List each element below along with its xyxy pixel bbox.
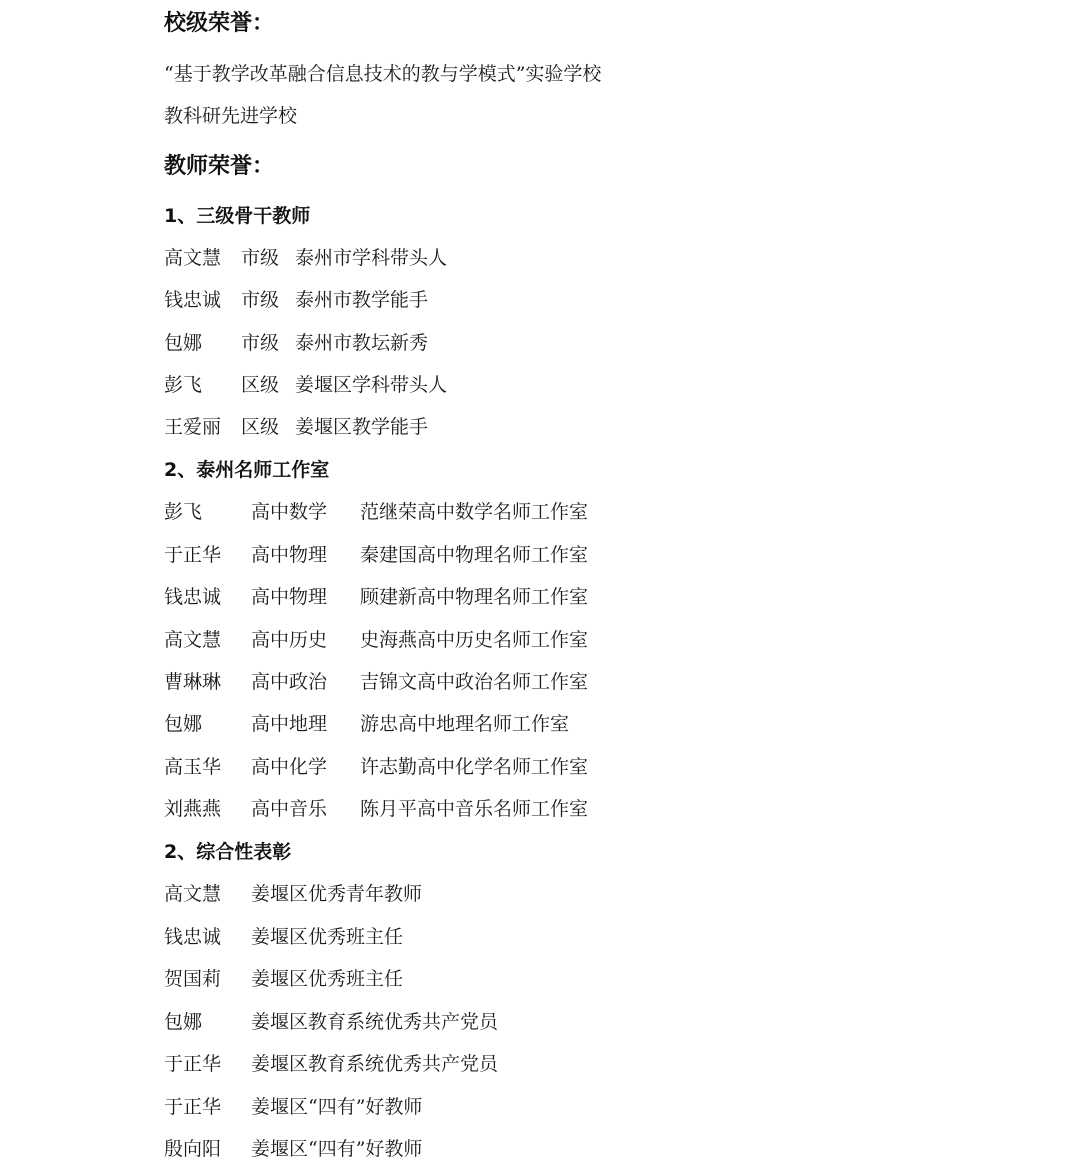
award-title: 姜堰区“四有”好教师: [251, 1138, 423, 1160]
table-row: [164, 669, 588, 695]
table-row: [164, 584, 588, 610]
subject: 高中物理: [251, 544, 328, 566]
teacher-name: 于正华: [164, 1096, 222, 1118]
table-row: [164, 966, 403, 992]
honor-title: 姜堰区教学能手: [295, 416, 429, 438]
studio-name: 许志勤高中化学名师工作室: [360, 756, 589, 778]
table-row: [164, 711, 569, 737]
teacher-name: 彭飞: [164, 501, 203, 523]
honor-level: 区级: [241, 374, 280, 396]
table-row: [164, 372, 447, 398]
studio-name: 陈月平高中音乐名师工作室: [360, 798, 589, 820]
table-row: [164, 1094, 422, 1120]
table-row: [164, 1051, 498, 1077]
teacher-name: 钱忠诚: [164, 586, 222, 608]
studio-name: 顾建新高中物理名师工作室: [360, 586, 589, 608]
table-row: [164, 1136, 422, 1162]
award-title: 姜堰区教育系统优秀共产党员: [251, 1053, 499, 1075]
honor-title: 姜堰区学科带头人: [295, 374, 448, 396]
table-row: [164, 796, 588, 822]
studio-name: 吉锦文高中政治名师工作室: [360, 671, 589, 693]
section-title-backbone-teachers: 1、三级骨干教师: [164, 205, 311, 227]
table-row: [164, 924, 403, 950]
school-honor-item: “基于教学改革融合信息技术的教与学模式”实验学校: [164, 63, 602, 85]
table-row: [164, 287, 428, 313]
table-row: [164, 627, 588, 653]
teacher-name: 彭飞: [164, 374, 203, 396]
school-honors-heading: 校级荣誉：: [164, 11, 275, 36]
table-row: [164, 414, 428, 440]
award-title: 姜堰区优秀班主任: [251, 968, 404, 990]
subject: 高中音乐: [251, 798, 328, 820]
table-row: [164, 499, 588, 525]
teacher-name: 高玉华: [164, 756, 222, 778]
studio-name: 秦建国高中物理名师工作室: [360, 544, 589, 566]
teacher-name: 高文慧: [164, 247, 222, 269]
award-title: 姜堰区“四有”好教师: [251, 1096, 423, 1118]
teacher-name: 高文慧: [164, 883, 222, 905]
teacher-name: 于正华: [164, 544, 222, 566]
award-title: 姜堰区教育系统优秀共产党员: [251, 1011, 499, 1033]
table-row: [164, 881, 422, 907]
award-title: 姜堰区优秀青年教师: [251, 883, 423, 905]
table-row: [164, 542, 588, 568]
honor-title: 泰州市教学能手: [295, 289, 429, 311]
teacher-name: 包娜: [164, 332, 203, 354]
teacher-name: 钱忠诚: [164, 289, 222, 311]
teacher-name: 包娜: [164, 1011, 203, 1033]
table-row: [164, 330, 428, 356]
school-honor-item: 教科研先进学校: [164, 105, 298, 127]
subject: 高中物理: [251, 586, 328, 608]
table-row: [164, 245, 447, 271]
studio-name: 范继荣高中数学名师工作室: [360, 501, 589, 523]
teacher-name: 曹琳琳: [164, 671, 222, 693]
honor-level: 市级: [241, 247, 280, 269]
subject: 高中历史: [251, 629, 328, 651]
teacher-name: 包娜: [164, 713, 203, 735]
studio-name: 游忠高中地理名师工作室: [360, 713, 570, 735]
studio-name: 史海燕高中历史名师工作室: [360, 629, 589, 651]
teacher-honors-heading: 教师荣誉：: [164, 154, 275, 179]
teacher-name: 刘燕燕: [164, 798, 222, 820]
subject: 高中化学: [251, 756, 328, 778]
subject: 高中数学: [251, 501, 328, 523]
teacher-name: 于正华: [164, 1053, 222, 1075]
teacher-name: 钱忠诚: [164, 926, 222, 948]
teacher-name: 殷向阳: [164, 1138, 222, 1160]
honor-level: 市级: [241, 289, 280, 311]
teacher-name: 王爱丽: [164, 416, 222, 438]
honor-level: 市级: [241, 332, 280, 354]
teacher-name: 贺国莉: [164, 968, 222, 990]
section-title-comprehensive-awards: 2、综合性表彰: [164, 841, 292, 863]
honor-title: 泰州市教坛新秀: [295, 332, 429, 354]
table-row: [164, 1009, 498, 1035]
subject: 高中地理: [251, 713, 328, 735]
section-title-master-studio: 2、泰州名师工作室: [164, 459, 330, 481]
table-row: [164, 754, 588, 780]
honor-title: 泰州市学科带头人: [295, 247, 448, 269]
honor-level: 区级: [241, 416, 280, 438]
award-title: 姜堰区优秀班主任: [251, 926, 404, 948]
subject: 高中政治: [251, 671, 328, 693]
teacher-name: 高文慧: [164, 629, 222, 651]
